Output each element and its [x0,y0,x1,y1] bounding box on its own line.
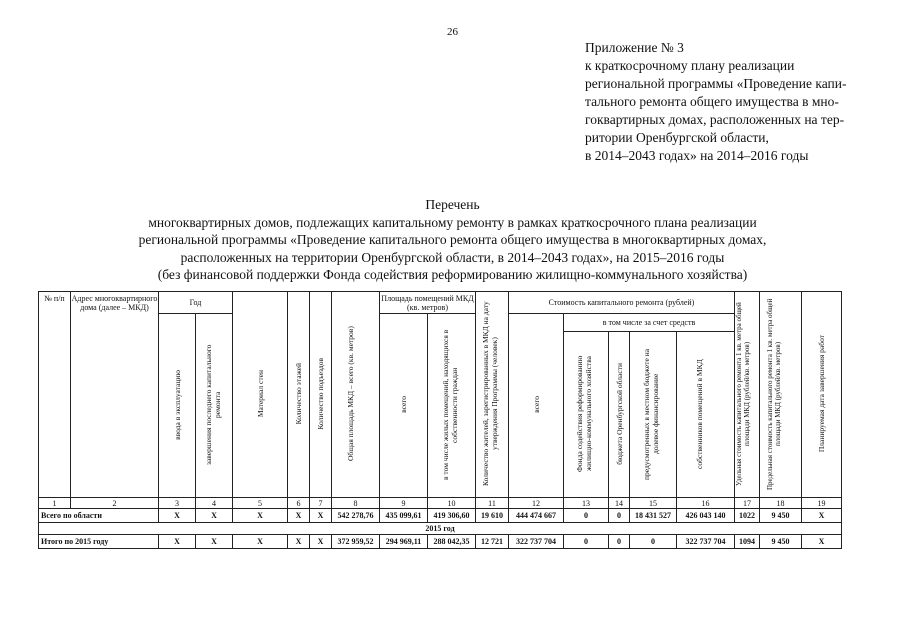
column-number: 8 [332,498,380,509]
header-premises-owned: в том числе жилых помещений, находящихся в собственности граждан [428,314,476,498]
column-number: 1 [39,498,71,509]
table-cell: 322 737 704 [509,535,564,549]
column-number: 11 [476,498,509,509]
table-cell: Х [802,509,842,523]
appendix-block [585,39,885,165]
table-cell: 0 [564,509,609,523]
header-owners: собственников помещений в МКД [677,332,735,498]
appendix-line: гоквартирных домах, расположенных на тер- [585,112,845,127]
column-number: 9 [380,498,428,509]
table-cell: 0 [564,535,609,549]
header-wall-material: Материал стен [233,292,288,498]
column-number: 10 [428,498,476,509]
header-year-group: Год [159,292,233,314]
table-cell: Х [802,535,842,549]
table-cell: 435 099,61 [380,509,428,523]
header-year-commission: ввода в эксплуатацию [159,314,196,498]
register-table [38,291,842,549]
column-number: 15 [630,498,677,509]
row-label: Всего по области [39,509,159,523]
column-number: 16 [677,498,735,509]
table-cell: Х [310,509,332,523]
column-number-row [39,498,842,509]
column-number: 2 [71,498,159,509]
header-regional-budget: бюджета Оренбургской области [609,332,630,498]
appendix-line: в 2014–2043 годах» на 2014–2016 годы [585,148,809,163]
header-num: № п/п [39,292,71,498]
column-number: 14 [609,498,630,509]
table-cell: 9 450 [760,509,802,523]
column-number: 19 [802,498,842,509]
table-cell: 542 278,76 [332,509,380,523]
column-number: 4 [196,498,233,509]
column-number: 17 [735,498,760,509]
table-cell: Х [159,509,196,523]
table-cell: 419 306,60 [428,509,476,523]
table-cell: Х [196,535,233,549]
title-line: (без финансовой поддержки Фонда содействия реформированию жилищно-коммунального хозяйства) [157,267,748,282]
header-residents: Количество жителей, зарегистрированных в МКД на дату утверждения Программы (человек) [476,292,509,498]
table-cell: Х [288,509,310,523]
header-cost-total: всего [509,314,564,498]
total-region-row [39,509,842,523]
column-number: 5 [233,498,288,509]
header-year-last-repair: завершения последнего капитального ремонта [196,314,233,498]
table-cell: 9 450 [760,535,802,549]
table-cell: 0 [609,535,630,549]
header-cost-group: Стоимость капитального ремонта (рублей) [509,292,735,314]
column-number: 13 [564,498,609,509]
column-number: 6 [288,498,310,509]
title-line: региональной программы «Проведение капитального ремонта общего имущества в многоквартирных домах, [138,232,767,247]
table-cell: Х [288,535,310,549]
table-cell: 288 042,35 [428,535,476,549]
column-number: 18 [760,498,802,509]
header-entrances: Количество подъездов [310,292,332,498]
header-fund: Фонда содействия реформированию жилищно-коммунального хозяйства [564,332,609,498]
table-cell: 19 610 [476,509,509,523]
table-cell: 0 [630,535,677,549]
title-heading: Перечень [425,197,480,212]
title-line: расположенных на территории Оренбургской области, в 2014–2043 годах», на 2015–2016 годы [180,249,725,265]
table-cell: 0 [609,509,630,523]
title-line: многоквартирных домов, подлежащих капитальному ремонту в рамках краткосрочного плана реализации [148,214,757,230]
appendix-line: тального ремонта общего имущества в мно- [585,94,839,109]
header-floors: Количество этажей [288,292,310,498]
table-cell: Х [159,535,196,549]
appendix-line: региональной программы «Проведение капи- [585,76,847,91]
appendix-line: ритории Оренбургской области, [585,130,769,145]
header-planned-date: Планируемая дата завершения работ [802,292,842,498]
table-cell: 12 721 [476,535,509,549]
appendix-line: Приложение № 3 [585,40,684,55]
table-cell: 1022 [735,509,760,523]
header-incl-group: в том числе за счет средств [564,314,735,332]
table-cell: Х [233,509,288,523]
table-cell: 372 959,52 [332,535,380,549]
table-cell: Х [233,535,288,549]
table-cell: 294 969,11 [380,535,428,549]
header-premises-total: всего [380,314,428,498]
section-header-2015: 2015 год [39,523,842,535]
page-number: 26 [447,26,458,38]
column-number: 12 [509,498,564,509]
header-max-cost: Предельная стоимость капитального ремонта 1 кв. метра общей площади МКД (рублей/кв. метров) [760,292,802,498]
table-cell: 18 431 527 [630,509,677,523]
total-2015-row [39,535,842,549]
table-cell: Х [196,509,233,523]
table-cell: 322 737 704 [677,535,735,549]
column-number: 3 [159,498,196,509]
table-cell: Х [310,535,332,549]
table-cell: 426 043 140 [677,509,735,523]
header-local-budget: предусмотренных в местном бюджете на долевое финансирование [630,332,677,498]
row-label: Итого по 2015 году [39,535,159,549]
table-cell: 444 474 667 [509,509,564,523]
table-cell: 1094 [735,535,760,549]
document-title [40,196,865,284]
appendix-line: к краткосрочному плану реализации [585,58,795,73]
header-total-area: Общая площадь МКД – всего (кв. метров) [332,292,380,498]
column-number: 7 [310,498,332,509]
header-premises-group: Площадь помещений МКД (кв. метров) [381,293,474,312]
header-address: Адрес многоквартирного дома (далее – МКД) [71,292,159,498]
header-specific-cost: Удельная стоимость капитального ремонта 1 кв. метра общей площади МКД (рублей/кв. метров) [735,292,760,498]
